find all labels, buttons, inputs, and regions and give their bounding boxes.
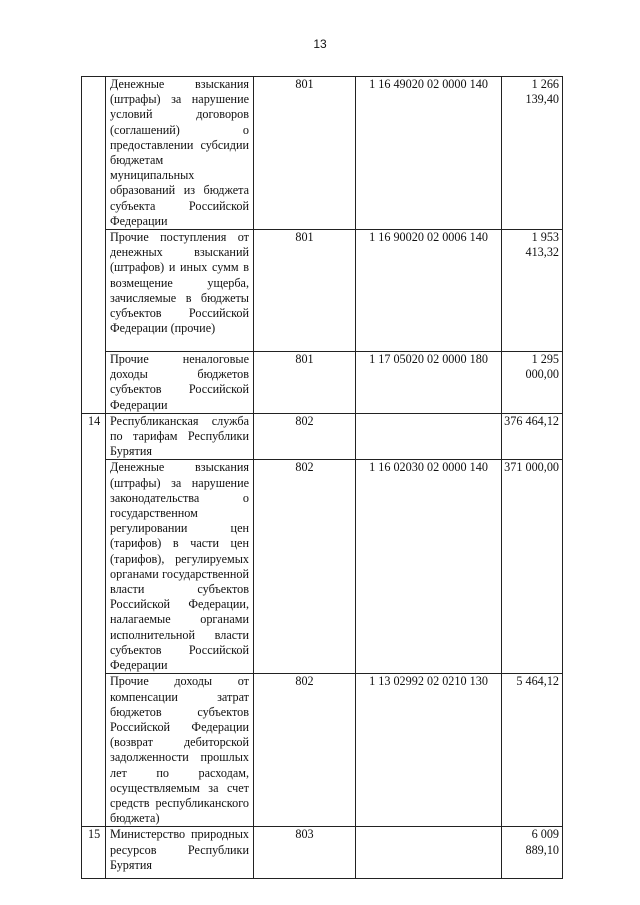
row-number (82, 230, 106, 352)
budget-classification-code (356, 413, 502, 460)
admin-code: 802 (254, 674, 356, 827)
revenue-name: Министерство природных ресурсов Республики Бурятия (106, 827, 254, 879)
budget-classification-code (356, 827, 502, 879)
table-row (82, 674, 563, 827)
revenue-name: Республиканская служба по тарифам Республики Бурятия (106, 413, 254, 460)
row-number: 15 (82, 827, 106, 879)
row-number (82, 460, 106, 674)
table-row (82, 352, 563, 414)
admin-code: 801 (254, 230, 356, 352)
row-number (82, 352, 106, 414)
revenue-name: Денежные взыскания (штрафы) за нарушение законодательства о государственном регулировании цен (тарифов) в части цен (тарифов), регулируемых органами государственной власти субъектов Российской Федерации, налагаемые органами исполнительной власти субъектов Российской Федерации (106, 460, 254, 674)
admin-code: 802 (254, 413, 356, 460)
budget-classification-code: 1 17 05020 02 0000 180 (356, 352, 502, 414)
amount: 6 009 889,10 (502, 827, 563, 879)
amount: 5 464,12 (502, 674, 563, 827)
table-row (82, 230, 563, 352)
revenue-name: Прочие поступления от денежных взысканий (штрафов) и иных сумм в возмещение ущерба, зачисляемые в бюджеты субъектов Российской Федерации (прочие) (106, 230, 254, 352)
budget-classification-code: 1 16 49020 02 0000 140 (356, 77, 502, 230)
admin-code: 802 (254, 460, 356, 674)
budget-table (81, 76, 563, 879)
admin-code: 801 (254, 77, 356, 230)
table-row (82, 77, 563, 230)
admin-code: 801 (254, 352, 356, 414)
row-number (82, 77, 106, 230)
revenue-name: Прочие доходы от компенсации затрат бюджетов субъектов Российской Федерации (возврат дебиторской задолженности прошлых лет по расходам, осуществляемым за счет средств республиканского бюджета) (106, 674, 254, 827)
amount: 1 266 139,40 (502, 77, 563, 230)
budget-classification-code: 1 13 02992 02 0210 130 (356, 674, 502, 827)
page-number: 13 (313, 37, 327, 51)
amount: 376 464,12 (502, 413, 563, 460)
table-row (82, 413, 563, 460)
table-row (82, 460, 563, 674)
admin-code: 803 (254, 827, 356, 879)
revenue-name: Прочие неналоговые доходы бюджетов субъектов Российской Федерации (106, 352, 254, 414)
table-row (82, 827, 563, 879)
amount: 1 953 413,32 (502, 230, 563, 352)
revenue-name: Денежные взыскания (штрафы) за нарушение условий договоров (соглашений) о предоставлении субсидии бюджетам муниципальных образований из бюджета субъекта Российской Федерации (106, 77, 254, 230)
amount: 371 000,00 (502, 460, 563, 674)
budget-classification-code: 1 16 90020 02 0006 140 (356, 230, 502, 352)
row-number: 14 (82, 413, 106, 460)
row-number (82, 674, 106, 827)
budget-classification-code: 1 16 02030 02 0000 140 (356, 460, 502, 674)
amount: 1 295 000,00 (502, 352, 563, 414)
